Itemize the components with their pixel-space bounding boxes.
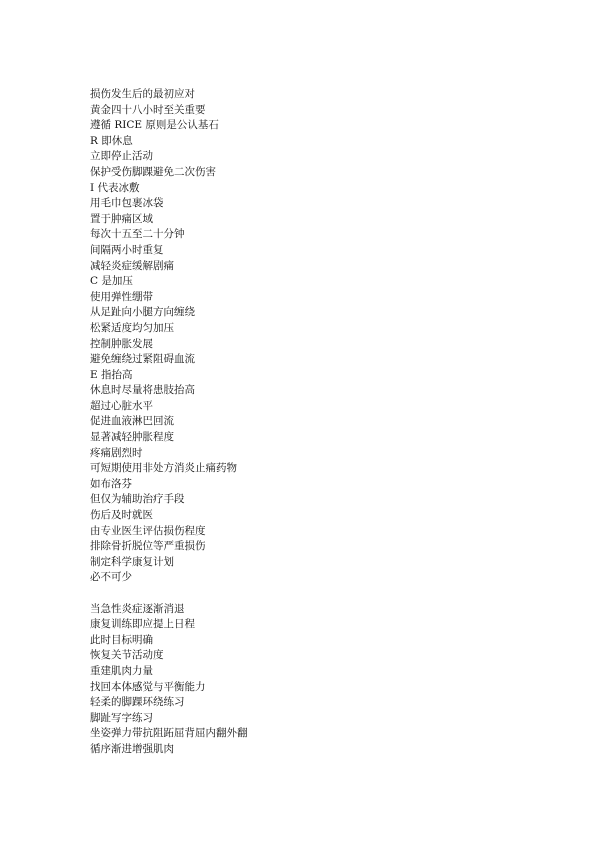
text-line: 重建肌肉力量: [90, 664, 153, 677]
text-line: 控制肿胀发展: [90, 337, 153, 350]
text-line: 间隔两小时重复: [90, 243, 164, 256]
text-line: 恢复关节活动度: [90, 649, 164, 662]
text-line: 立即停止活动: [90, 150, 153, 163]
text-line: 由专业医生评估损伤程度: [90, 524, 206, 537]
text-line: 损伤发生后的最初应对: [90, 88, 195, 100]
text-line: R 即休息: [90, 134, 133, 147]
text-line: 遵循 RICE 原则是公认基石: [90, 119, 219, 132]
text-line: 休息时尽量将患肢抬高: [90, 384, 195, 397]
text-line: 循序渐进增强肌肉: [90, 742, 174, 755]
paragraph-rehabilitation: [90, 602, 510, 758]
text-line: 促进血液淋巴回流: [90, 415, 174, 428]
text-line: 脚趾写字练习: [90, 711, 153, 724]
text-line: 减轻炎症缓解剧痛: [90, 259, 174, 272]
text-line: 制定科学康复计划: [90, 555, 174, 568]
text-line: 轻柔的脚踝环绕练习: [90, 696, 185, 709]
text-line: I 代表冰敷: [90, 181, 140, 194]
text-line: 找回本体感觉与平衡能力: [90, 680, 206, 693]
text-line: 避免缠绕过紧阻碍血流: [90, 353, 195, 366]
paragraph-acute-care: [90, 87, 510, 586]
text-line: 如布洛芬: [90, 477, 132, 490]
text-line: 保护受伤脚踝避免二次伤害: [90, 165, 216, 178]
text-line: 从足趾向小腿方向缠绕: [90, 306, 195, 319]
text-line: 松紧适度均匀加压: [90, 321, 174, 334]
text-line: 必不可少: [90, 571, 132, 584]
text-line: E 指抬高: [90, 368, 133, 381]
text-line: C 是加压: [90, 275, 133, 288]
text-line: 使用弹性绷带: [90, 290, 153, 303]
text-line: 超过心脏水平: [90, 399, 153, 412]
text-line: 此时目标明确: [90, 633, 153, 646]
text-line: 疼痛剧烈时: [90, 446, 143, 459]
text-line: 置于肿痛区域: [90, 212, 153, 225]
text-line: 每次十五至二十分钟: [90, 228, 185, 241]
text-line: 伤后及时就医: [90, 509, 153, 522]
text-line: 康复训练即应提上日程: [90, 618, 195, 631]
text-line: 当急性炎症逐渐消退: [90, 602, 185, 615]
text-column: [90, 87, 510, 758]
text-line: 可短期使用非处方消炎止痛药物: [90, 462, 237, 475]
text-line: 用毛巾包裹冰袋: [90, 197, 164, 210]
text-line: 黄金四十八小时至关重要: [90, 103, 206, 116]
text-line: 显著减轻肿胀程度: [90, 431, 174, 444]
text-line: 排除骨折脱位等严重损伤: [90, 540, 206, 553]
text-line: 但仅为辅助治疗手段: [90, 493, 185, 506]
text-line: 坐姿弹力带抗阻跖屈背屈内翻外翻: [90, 727, 248, 740]
